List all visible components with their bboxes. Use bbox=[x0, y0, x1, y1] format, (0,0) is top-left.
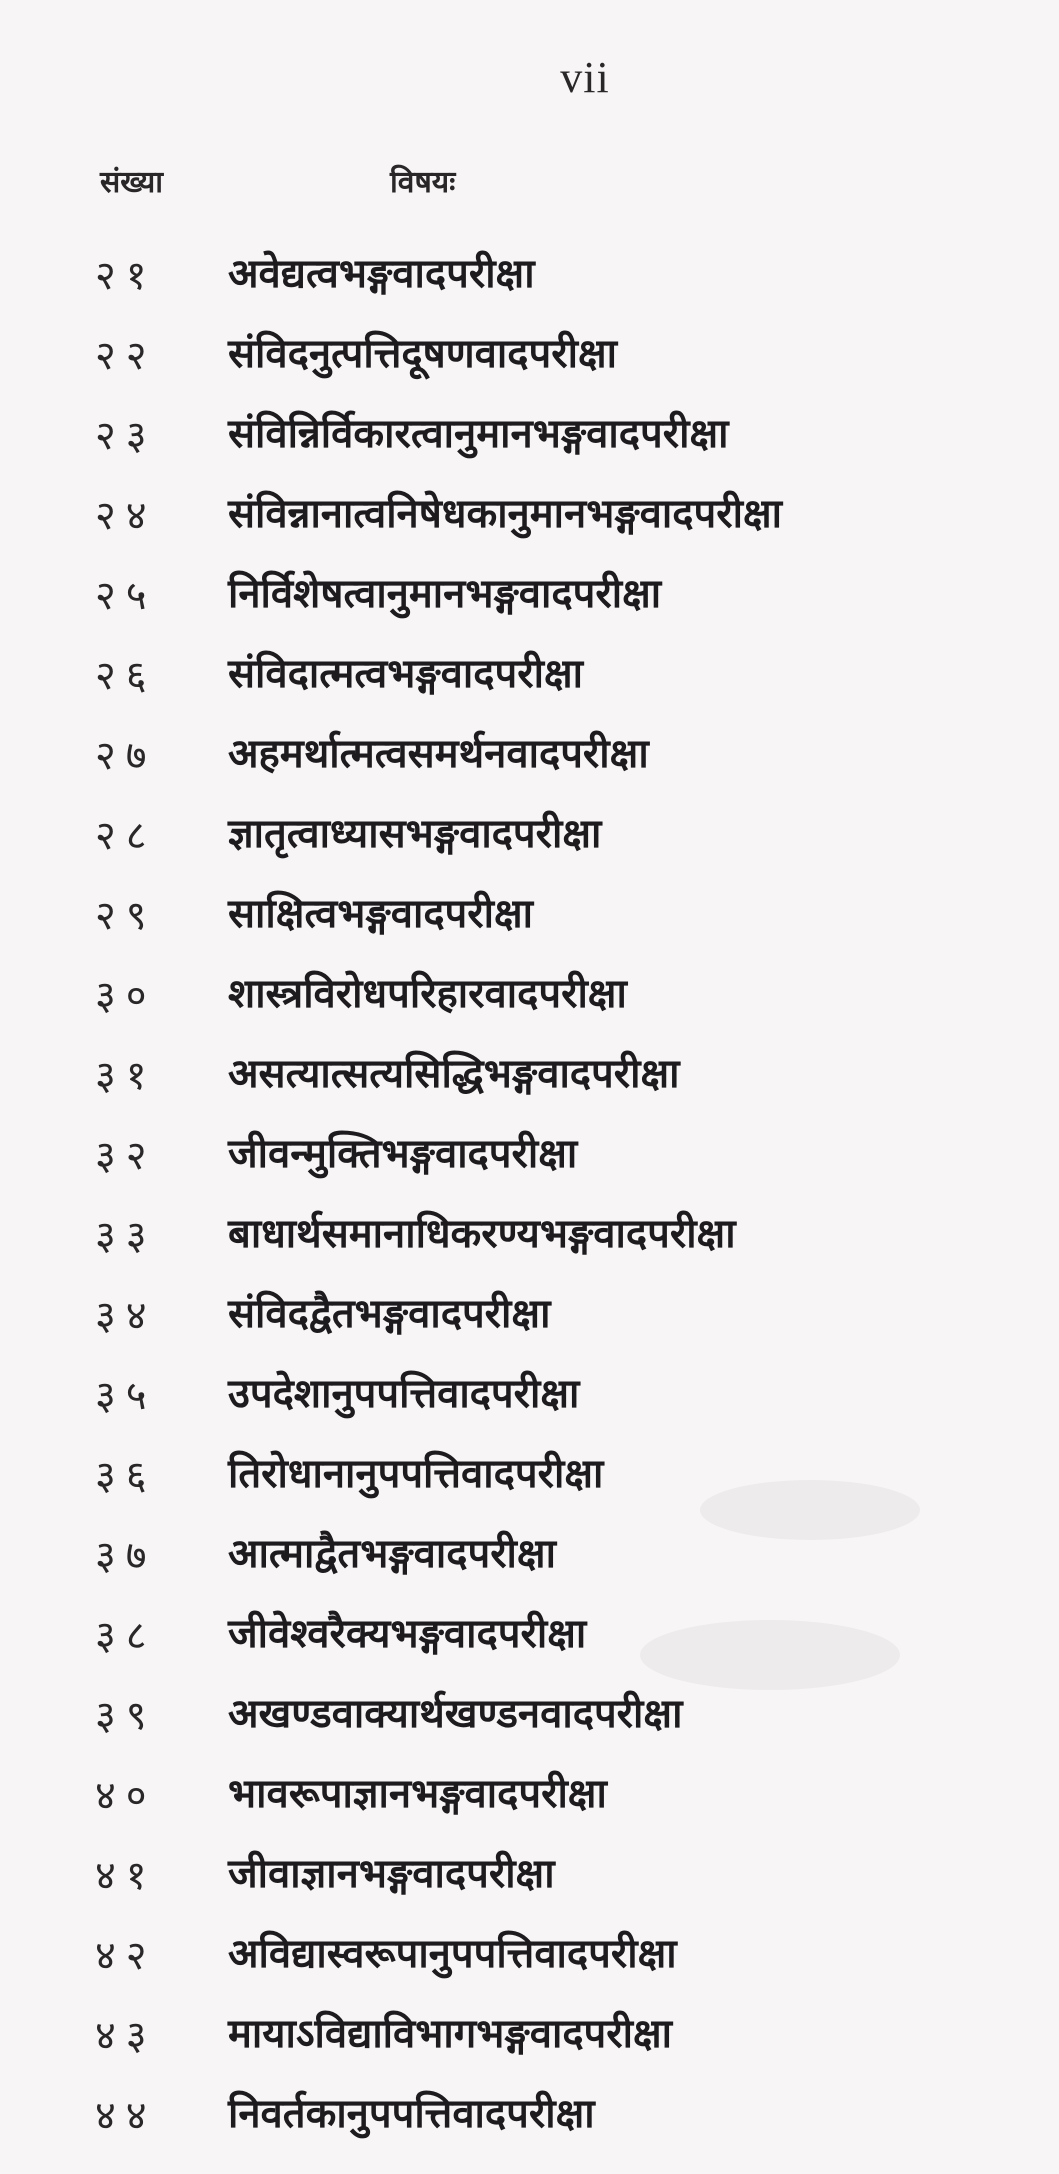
list-item bbox=[0, 1840, 1059, 1920]
entry-subject: संविन्निर्विकारत्वानुमानभङ्गवादपरीक्षा bbox=[228, 410, 729, 457]
entry-number: ३७ bbox=[95, 1533, 157, 1579]
entry-number: ३३ bbox=[95, 1213, 157, 1259]
entry-number: २५ bbox=[95, 573, 157, 619]
list-item bbox=[0, 1120, 1059, 1200]
entry-number: ४१ bbox=[95, 1853, 157, 1899]
entry-number: २८ bbox=[95, 813, 157, 859]
list-item bbox=[0, 1520, 1059, 1600]
entry-number: २६ bbox=[95, 653, 157, 699]
list-item bbox=[0, 1280, 1059, 1360]
list-item bbox=[0, 1040, 1059, 1120]
list-item bbox=[0, 1920, 1059, 2000]
entry-subject: संविदद्वैतभङ्गवादपरीक्षा bbox=[228, 1290, 551, 1337]
entry-subject: उपदेशानुपपत्तिवादपरीक्षा bbox=[228, 1370, 580, 1417]
list-item bbox=[0, 1760, 1059, 1840]
entry-number: २१ bbox=[95, 253, 157, 299]
page-number: vii bbox=[560, 53, 610, 102]
list-item bbox=[0, 880, 1059, 960]
entry-number: ४३ bbox=[95, 2013, 157, 2059]
list-item bbox=[0, 240, 1059, 320]
entry-number: ३६ bbox=[95, 1453, 157, 1499]
list-item bbox=[0, 800, 1059, 880]
list-item bbox=[0, 2080, 1059, 2160]
entry-subject: भावरूपाज्ञानभङ्गवादपरीक्षा bbox=[228, 1770, 607, 1817]
entry-subject: तिरोधानानुपपत्तिवादपरीक्षा bbox=[228, 1450, 604, 1497]
entry-number: ३८ bbox=[95, 1613, 157, 1659]
entry-number: ४२ bbox=[95, 1933, 157, 1979]
number-column-header: संख्या bbox=[100, 165, 163, 200]
list-item bbox=[0, 1200, 1059, 1280]
entry-number: २९ bbox=[95, 893, 157, 939]
subject-column-header: विषयः bbox=[390, 165, 456, 200]
entry-number: २२ bbox=[95, 333, 157, 379]
entry-subject: संविन्नानात्वनिषेधकानुमानभङ्गवादपरीक्षा bbox=[228, 490, 782, 537]
list-item bbox=[0, 1600, 1059, 1680]
list-item bbox=[0, 560, 1059, 640]
list-item bbox=[0, 2000, 1059, 2080]
entry-subject: अखण्डवाक्यार्थखण्डनवादपरीक्षा bbox=[228, 1690, 683, 1737]
entry-subject: ज्ञातृत्वाध्यासभङ्गवादपरीक्षा bbox=[228, 810, 602, 857]
entry-subject: निर्विशेषत्वानुमानभङ्गवादपरीक्षा bbox=[228, 570, 662, 617]
entry-number: ३२ bbox=[95, 1133, 157, 1179]
entry-number: ३४ bbox=[95, 1293, 157, 1339]
list-item bbox=[0, 960, 1059, 1040]
entry-number: ३० bbox=[95, 973, 157, 1019]
entry-subject: बाधार्थसमानाधिकरण्यभङ्गवादपरीक्षा bbox=[228, 1210, 736, 1257]
list-item bbox=[0, 320, 1059, 400]
entry-subject: मायाऽविद्याविभागभङ्गवादपरीक्षा bbox=[228, 2010, 673, 2057]
entry-subject: संविदनुत्पत्तिदूषणवादपरीक्षा bbox=[228, 330, 617, 377]
entry-subject: अविद्यास्वरूपानुपपत्तिवादपरीक्षा bbox=[228, 1930, 677, 1977]
list-item bbox=[0, 1440, 1059, 1520]
entry-subject: साक्षित्वभङ्गवादपरीक्षा bbox=[228, 890, 534, 937]
list-item bbox=[0, 720, 1059, 800]
list-item bbox=[0, 1360, 1059, 1440]
entry-subject: संविदात्मत्वभङ्गवादपरीक्षा bbox=[228, 650, 583, 697]
list-item bbox=[0, 1680, 1059, 1760]
entry-number: ३५ bbox=[95, 1373, 157, 1419]
list-item bbox=[0, 480, 1059, 560]
entry-subject: असत्यात्सत्यसिद्धिभङ्गवादपरीक्षा bbox=[228, 1050, 680, 1097]
entry-subject: जीवाज्ञानभङ्गवादपरीक्षा bbox=[228, 1850, 555, 1897]
entry-subject: निवर्तकानुपपत्तिवादपरीक्षा bbox=[228, 2090, 595, 2137]
entry-subject: जीवन्मुक्तिभङ्गवादपरीक्षा bbox=[228, 1130, 578, 1177]
entry-number: २३ bbox=[95, 413, 157, 459]
entry-number: ४४ bbox=[95, 2093, 157, 2139]
list-item bbox=[0, 640, 1059, 720]
entry-number: ३९ bbox=[95, 1693, 157, 1739]
entry-subject: अवेद्यत्वभङ्गवादपरीक्षा bbox=[228, 250, 535, 297]
entry-subject: जीवेश्वरैक्यभङ्गवादपरीक्षा bbox=[228, 1610, 587, 1657]
entry-subject: शास्त्रविरोधपरिहारवादपरीक्षा bbox=[228, 970, 627, 1017]
contents-list bbox=[0, 240, 1059, 2160]
list-item bbox=[0, 400, 1059, 480]
entry-subject: आत्माद्वैतभङ्गवादपरीक्षा bbox=[228, 1530, 556, 1577]
entry-number: ४० bbox=[95, 1773, 157, 1819]
entry-number: २४ bbox=[95, 493, 157, 539]
entry-number: २७ bbox=[95, 733, 157, 779]
entry-subject: अहमर्थात्मत्वसमर्थनवादपरीक्षा bbox=[228, 730, 649, 777]
table-header bbox=[100, 160, 1000, 200]
entry-number: ३१ bbox=[95, 1053, 157, 1099]
